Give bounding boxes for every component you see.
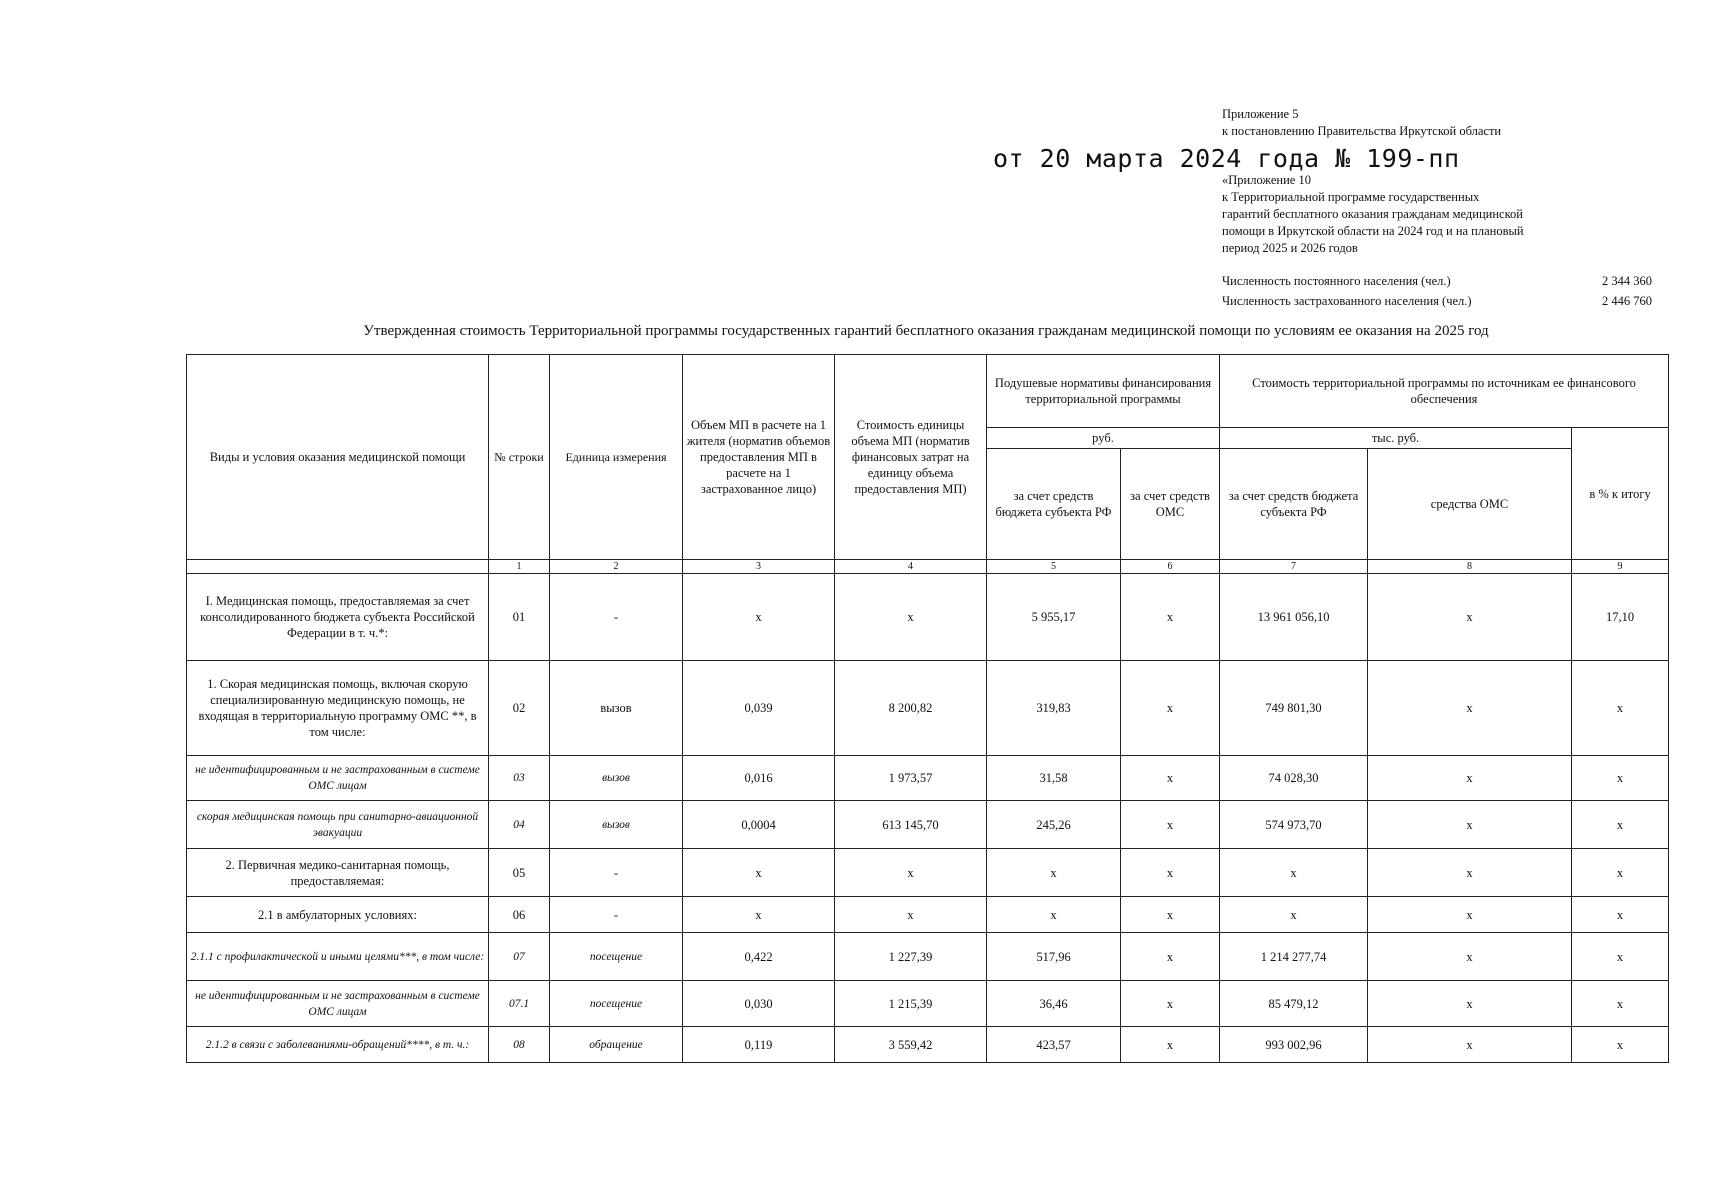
col-number: 8 bbox=[1368, 560, 1572, 574]
row-oms: х bbox=[1121, 981, 1220, 1027]
row-budget-total: 74 028,30 bbox=[1220, 756, 1368, 801]
row-oms: х bbox=[1121, 574, 1220, 661]
row-unit-cost: х bbox=[835, 897, 987, 933]
row-name: не идентифицированным и не застрахованным в системе ОМС лицам bbox=[187, 756, 489, 801]
program-ref-line: гарантий бесплатного оказания гражданам медицинской bbox=[1222, 207, 1523, 221]
col-number: 3 bbox=[683, 560, 835, 574]
row-unit: обращение bbox=[550, 1027, 683, 1063]
row-no: 07 bbox=[489, 933, 550, 981]
row-budget: 423,57 bbox=[987, 1027, 1121, 1063]
header-cost-group: Стоимость территориальной программы по источникам ее финансового обеспечения bbox=[1220, 355, 1669, 428]
col-number: 4 bbox=[835, 560, 987, 574]
header-unit: Единица измерения bbox=[550, 355, 683, 560]
table-row bbox=[187, 933, 1669, 981]
row-percent: 17,10 bbox=[1572, 574, 1669, 661]
row-budget: 319,83 bbox=[987, 661, 1121, 756]
col-number: 6 bbox=[1121, 560, 1220, 574]
row-budget-total: 85 479,12 bbox=[1220, 981, 1368, 1027]
row-oms-total: х bbox=[1368, 933, 1572, 981]
row-unit: - bbox=[550, 849, 683, 897]
row-unit: вызов bbox=[550, 661, 683, 756]
row-unit: вызов bbox=[550, 801, 683, 849]
header-thous-rub: тыс. руб. bbox=[1220, 428, 1572, 449]
permanent-population-label: Численность постоянного населения (чел.) bbox=[1222, 274, 1451, 288]
row-percent: х bbox=[1572, 756, 1669, 801]
permanent-population-value: 2 344 360 bbox=[1602, 274, 1652, 288]
table-body bbox=[187, 574, 1669, 1063]
insured-population-value: 2 446 760 bbox=[1602, 294, 1652, 308]
row-name: 1. Скорая медицинская помощь, включая скорую специализированную медицинскую помощь, не входящая в территориальную программу ОМС **, в том числе: bbox=[187, 661, 489, 756]
row-percent: х bbox=[1572, 1027, 1669, 1063]
row-percent: х bbox=[1572, 661, 1669, 756]
document-title: Утвержденная стоимость Территориальной программы государственных гарантий бесплатного оказания гражданам медицинской помощи по условиям ее оказания на 2025 год bbox=[363, 323, 1489, 339]
program-reference bbox=[1222, 172, 1602, 257]
row-percent: х bbox=[1572, 849, 1669, 897]
row-name: не идентифицированным и не застрахованным в системе ОМС лицам bbox=[187, 981, 489, 1027]
header-volume: Объем МП в расчете на 1 жителя (норматив объемов предоставления МП в расчете на 1 застрахованное лицо) bbox=[683, 355, 835, 560]
row-budget: 517,96 bbox=[987, 933, 1121, 981]
row-unit-cost: х bbox=[835, 849, 987, 897]
table-row bbox=[187, 981, 1669, 1027]
row-no: 05 bbox=[489, 849, 550, 897]
row-oms: х bbox=[1121, 661, 1220, 756]
table-row bbox=[187, 574, 1669, 661]
row-volume: 0,030 bbox=[683, 981, 835, 1027]
appendix-label: Приложение 5 bbox=[1222, 107, 1299, 121]
col-number: 2 bbox=[550, 560, 683, 574]
row-oms-total: х bbox=[1368, 849, 1572, 897]
row-oms: х bbox=[1121, 756, 1220, 801]
row-budget: 31,58 bbox=[987, 756, 1121, 801]
appendix10-label: «Приложение 10 bbox=[1222, 173, 1311, 187]
row-unit-cost: 1 227,39 bbox=[835, 933, 987, 981]
row-unit: посещение bbox=[550, 933, 683, 981]
row-budget: 36,46 bbox=[987, 981, 1121, 1027]
col-number: 5 bbox=[987, 560, 1121, 574]
row-no: 02 bbox=[489, 661, 550, 756]
row-oms-total: х bbox=[1368, 661, 1572, 756]
row-budget-total: 574 973,70 bbox=[1220, 801, 1368, 849]
row-no: 01 bbox=[489, 574, 550, 661]
row-unit: посещение bbox=[550, 981, 683, 1027]
header-unit-cost: Стоимость единицы объема МП (норматив финансовых затрат на единицу объема предоставления МП) bbox=[835, 355, 987, 560]
header-block bbox=[1222, 106, 1682, 140]
row-oms: х bbox=[1121, 897, 1220, 933]
row-name: 2. Первичная медико-санитарная помощь, предоставляемая: bbox=[187, 849, 489, 897]
col-number bbox=[187, 560, 489, 574]
row-name: I. Медицинская помощь, предоставляемая за счет консолидированного бюджета субъекта Российской Федерации в т. ч.*: bbox=[187, 574, 489, 661]
row-volume: х bbox=[683, 897, 835, 933]
header-rub: руб. bbox=[987, 428, 1220, 449]
row-no: 08 bbox=[489, 1027, 550, 1063]
header-type: Виды и условия оказания медицинской помощи bbox=[187, 355, 489, 560]
row-unit-cost: х bbox=[835, 574, 987, 661]
resolution-ref: к постановлению Правительства Иркутской области bbox=[1222, 124, 1502, 138]
header-percent: в % к итогу bbox=[1572, 428, 1669, 560]
row-no: 06 bbox=[489, 897, 550, 933]
header-row-no: № строки bbox=[489, 355, 550, 560]
col-number: 9 bbox=[1572, 560, 1669, 574]
row-budget-total: х bbox=[1220, 897, 1368, 933]
row-name: 2.1.2 в связи с заболеваниями-обращений****, в т. ч.: bbox=[187, 1027, 489, 1063]
row-no: 07.1 bbox=[489, 981, 550, 1027]
program-ref-line: помощи в Иркутской области на 2024 год и на плановый bbox=[1222, 224, 1524, 238]
row-volume: 0,119 bbox=[683, 1027, 835, 1063]
row-budget-total: 1 214 277,74 bbox=[1220, 933, 1368, 981]
row-unit: - bbox=[550, 897, 683, 933]
table-row bbox=[187, 849, 1669, 897]
header-per-capita-group: Подушевые нормативы финансирования территориальной программы bbox=[987, 355, 1220, 428]
row-oms-total: х bbox=[1368, 1027, 1572, 1063]
row-percent: х bbox=[1572, 897, 1669, 933]
row-percent: х bbox=[1572, 801, 1669, 849]
row-volume: 0,0004 bbox=[683, 801, 835, 849]
resolution-stamp: от 20 марта 2024 года № 199-пп bbox=[993, 144, 1460, 173]
row-oms-total: х bbox=[1368, 801, 1572, 849]
row-percent: х bbox=[1572, 981, 1669, 1027]
row-oms: х bbox=[1121, 1027, 1220, 1063]
row-unit-cost: 1 973,57 bbox=[835, 756, 987, 801]
row-budget: 245,26 bbox=[987, 801, 1121, 849]
row-no: 03 bbox=[489, 756, 550, 801]
row-unit-cost: 1 215,39 bbox=[835, 981, 987, 1027]
row-volume: 0,039 bbox=[683, 661, 835, 756]
row-oms-total: х bbox=[1368, 897, 1572, 933]
row-volume: 0,016 bbox=[683, 756, 835, 801]
table-row bbox=[187, 801, 1669, 849]
row-no: 04 bbox=[489, 801, 550, 849]
row-volume: х bbox=[683, 574, 835, 661]
row-unit: вызов bbox=[550, 756, 683, 801]
row-name: скорая медицинская помощь при санитарно-авиационной эвакуации bbox=[187, 801, 489, 849]
row-oms-total: х bbox=[1368, 756, 1572, 801]
row-oms: х bbox=[1121, 849, 1220, 897]
col-number: 1 bbox=[489, 560, 550, 574]
row-budget-total: х bbox=[1220, 849, 1368, 897]
row-budget-total: 749 801,30 bbox=[1220, 661, 1368, 756]
row-budget-total: 13 961 056,10 bbox=[1220, 574, 1368, 661]
row-percent: х bbox=[1572, 933, 1669, 981]
header-budget-subject: за счет средств бюджета субъекта РФ bbox=[987, 449, 1121, 560]
program-ref-line: к Территориальной программе государственных bbox=[1222, 190, 1480, 204]
row-unit-cost: 8 200,82 bbox=[835, 661, 987, 756]
row-oms-total: х bbox=[1368, 574, 1572, 661]
row-budget: 5 955,17 bbox=[987, 574, 1121, 661]
header-budget-subject-total: за счет средств бюджета субъекта РФ bbox=[1220, 449, 1368, 560]
table-row bbox=[187, 1027, 1669, 1063]
row-unit-cost: 3 559,42 bbox=[835, 1027, 987, 1063]
row-name: 2.1 в амбулаторных условиях: bbox=[187, 897, 489, 933]
cost-table bbox=[186, 354, 1669, 1063]
table-row bbox=[187, 756, 1669, 801]
row-oms-total: х bbox=[1368, 981, 1572, 1027]
row-unit: - bbox=[550, 574, 683, 661]
row-volume: х bbox=[683, 849, 835, 897]
col-number: 7 bbox=[1220, 560, 1368, 574]
row-name: 2.1.1 с профилактической и иными целями***, в том числе: bbox=[187, 933, 489, 981]
row-budget: х bbox=[987, 849, 1121, 897]
row-oms: х bbox=[1121, 801, 1220, 849]
table-row bbox=[187, 897, 1669, 933]
header-oms-total: средства ОМС bbox=[1368, 449, 1572, 560]
row-volume: 0,422 bbox=[683, 933, 835, 981]
header-oms-funds: за счет средств ОМС bbox=[1121, 449, 1220, 560]
row-oms: х bbox=[1121, 933, 1220, 981]
insured-population-label: Численность застрахованного населения (чел.) bbox=[1222, 294, 1472, 308]
program-ref-line: период 2025 и 2026 годов bbox=[1222, 241, 1358, 255]
row-budget: х bbox=[987, 897, 1121, 933]
row-unit-cost: 613 145,70 bbox=[835, 801, 987, 849]
table-row bbox=[187, 661, 1669, 756]
row-budget-total: 993 002,96 bbox=[1220, 1027, 1368, 1063]
